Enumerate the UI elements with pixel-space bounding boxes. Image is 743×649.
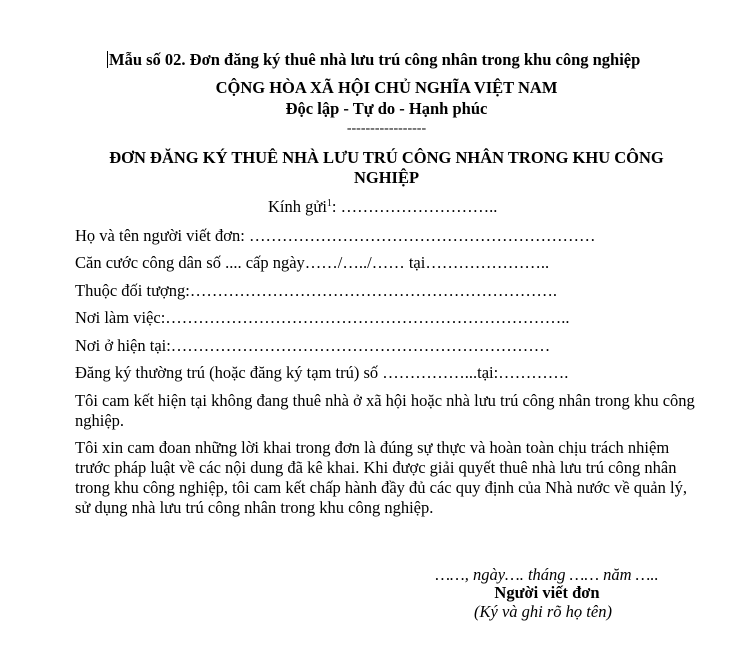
field-workplace: Nơi làm việc:………………………………………………………………..: [75, 308, 570, 327]
commitment-paragraph-1: Tôi cam kết hiện tại không đang thuê nhà ở xã hội hoặc nhà lưu trú công nhân trong khu công nghiệp.: [75, 391, 695, 430]
document-title-line2: NGHIỆP: [353, 168, 420, 187]
field-category: Thuộc đối tượng:………………………………………………………….: [75, 281, 557, 300]
field-current-address: Nơi ở hiện tại:……………………………………………………………: [75, 336, 551, 355]
salutation-prefix: Kính gửi: [268, 197, 327, 216]
country-name: CỘNG HÒA XÃ HỘI CHỦ NGHĨA VIỆT NAM: [215, 78, 558, 97]
salutation-recipient: : ………………………..: [331, 197, 498, 216]
motto: Độc lập - Tự do - Hạnh phúc: [285, 99, 488, 118]
form-number-text: Mẫu số 02. Đơn đăng ký thuê nhà lưu trú công nhân trong khu công nghiệp: [109, 50, 641, 69]
salutation: [268, 197, 497, 217]
field-full-name: Họ và tên người viết đơn: ………………………………………………………: [75, 226, 596, 245]
field-citizen-id: Căn cước công dân số .... cấp ngày……/…../…… tại…………………..: [75, 253, 550, 272]
signer-label: Người viết đơn: [494, 583, 600, 602]
document-title-line1: ĐƠN ĐĂNG KÝ THUÊ NHÀ LƯU TRÚ CÔNG NHÂN TRONG KHU CÔNG: [109, 148, 664, 167]
date-line: ……, ngày…. tháng …… năm …..: [435, 565, 659, 584]
text-cursor: [107, 51, 108, 68]
commitment-paragraph-2: Tôi xin cam đoan những lời khai trong đơn là đúng sự thực và hoàn toàn chịu trách nhiệm trước pháp luật về các nội dung đã kê khai. Khi được giải quyết thuê nhà lưu trú công nhân trong khu công nghiệp, tôi cam kết chấp hành đầy đủ các quy định của Nhà nước về quản lý, sử dụng nhà lưu trú công nhân trong khu công nghiệp.: [75, 438, 687, 517]
signature-note: (Ký và ghi rõ họ tên): [474, 602, 612, 621]
form-number: [107, 50, 640, 70]
header-divider: -----------------: [346, 121, 427, 136]
field-residence-registration: Đăng ký thường trú (hoặc đăng ký tạm trú) số ……………...tại:………….: [75, 363, 569, 382]
footnote-marker: 1: [326, 198, 332, 209]
